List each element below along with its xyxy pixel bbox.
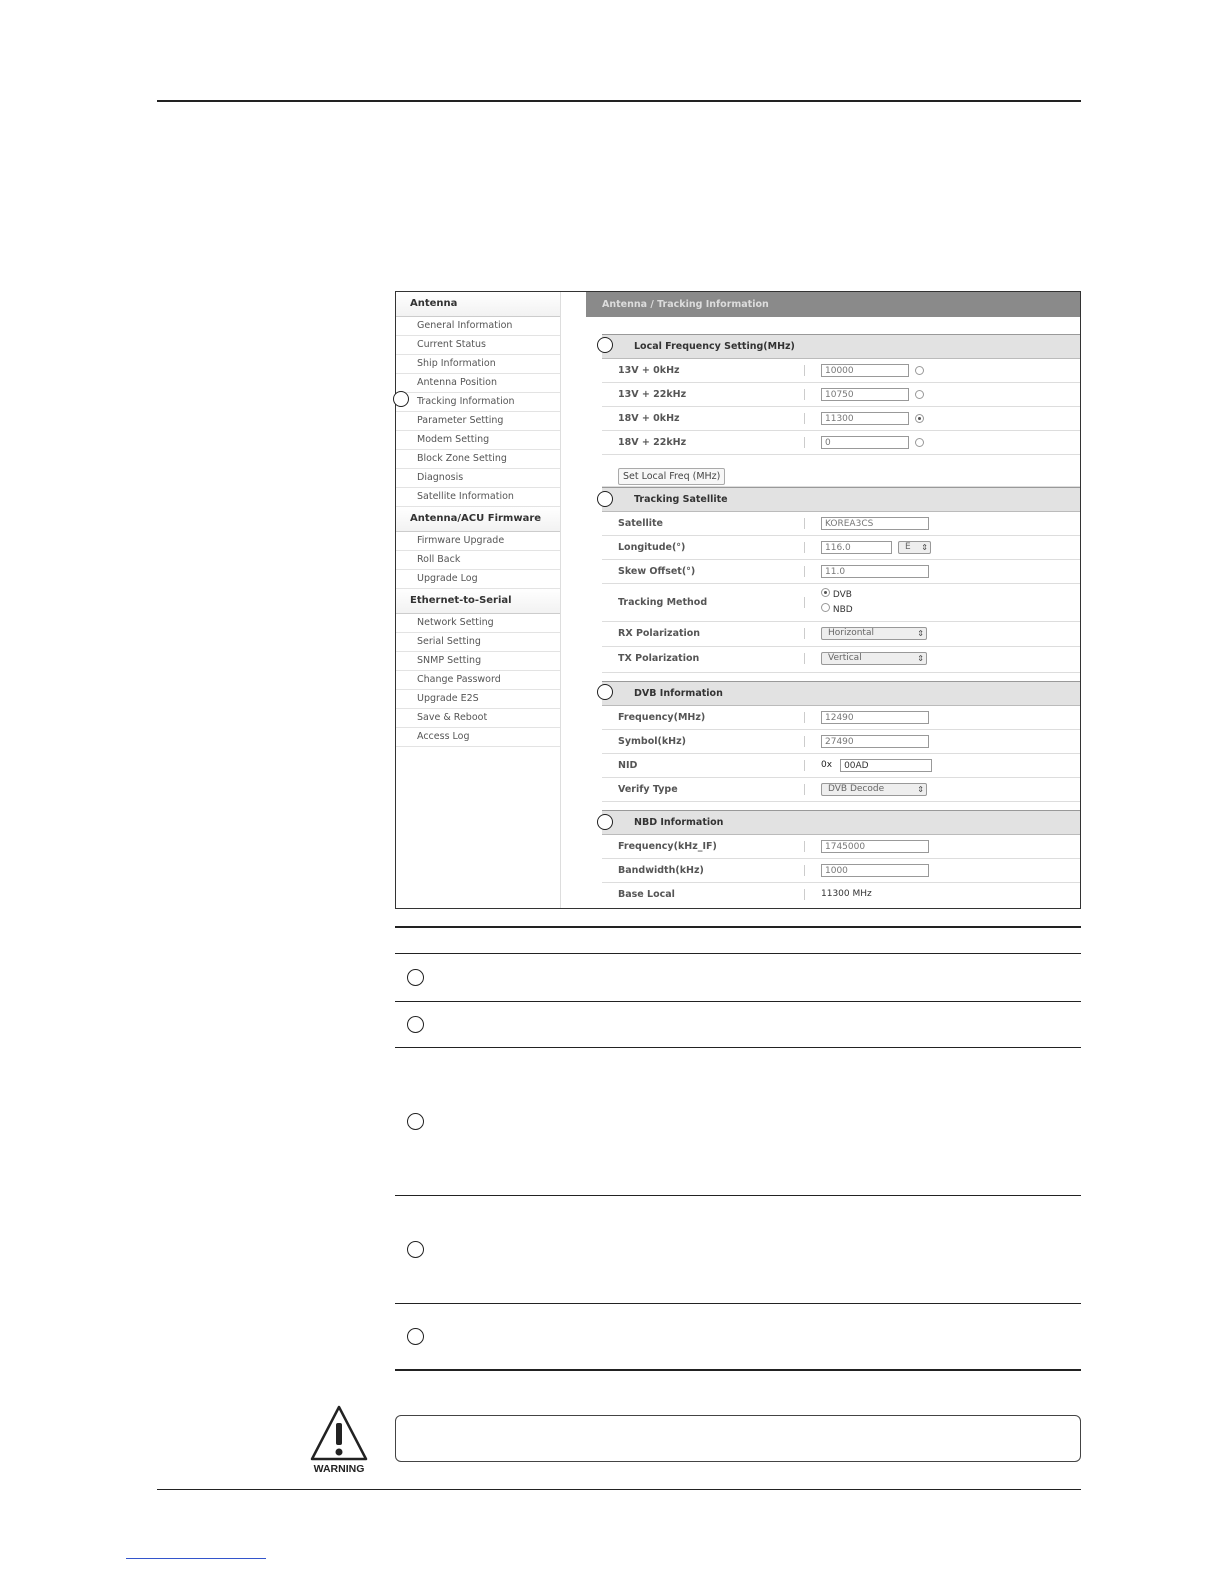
section-nbd-information: NBD Information: [602, 810, 1080, 835]
freq-13v-22khz-input[interactable]: 10750: [821, 388, 909, 401]
section-local-frequency: Local Frequency Setting(MHz): [602, 334, 1080, 359]
callout-circle: [597, 814, 613, 830]
radio-label: DVB: [832, 590, 852, 600]
callout-circle: [407, 969, 424, 986]
section-tracking-satellite: Tracking Satellite: [602, 487, 1080, 512]
table-row: [602, 622, 1080, 647]
table-rule: [395, 1047, 1081, 1048]
callout-circle: [407, 1016, 424, 1033]
callout-circle: [407, 1113, 424, 1130]
sidebar-item-change-password[interactable]: Change Password: [396, 671, 560, 690]
row-label: Frequency(MHz): [618, 712, 706, 723]
callout-circle: [407, 1241, 424, 1258]
row-label: Longitude(°): [618, 542, 686, 553]
chevron-updown-icon: ⇕: [917, 654, 924, 663]
callout-circle: [393, 391, 409, 407]
freq-13v-0khz-input[interactable]: 10000: [821, 364, 909, 377]
table-row: [602, 778, 1080, 802]
warning-label: WARNING: [313, 1463, 365, 1475]
warning-icon: [309, 1404, 369, 1464]
row-label: Tracking Method: [618, 597, 708, 608]
table-row: [602, 730, 1080, 754]
freq-18v-22khz-radio[interactable]: [915, 438, 924, 447]
row-label: Symbol(kHz): [618, 736, 686, 747]
row-label: 13V + 22kHz: [618, 389, 687, 400]
main-panel: [586, 292, 1080, 908]
table-row: [602, 407, 1080, 431]
table-row: [602, 859, 1080, 883]
longitude-input[interactable]: 116.0: [821, 541, 892, 554]
row-label: NID: [618, 760, 638, 771]
sidebar-item-save-reboot[interactable]: Save & Reboot: [396, 709, 560, 728]
table-rule: [395, 926, 1081, 928]
verify-type-select[interactable]: [821, 783, 927, 796]
satellite-input[interactable]: KOREA3CS: [821, 517, 929, 530]
table-row: [602, 536, 1080, 560]
footer-link-underline: [126, 1558, 266, 1559]
table-row: [602, 883, 1080, 906]
row-label: Base Local: [618, 889, 675, 900]
skew-offset-input[interactable]: 11.0: [821, 565, 929, 578]
chevron-updown-icon: ⇕: [917, 629, 924, 638]
table-row: [602, 835, 1080, 859]
freq-18v-0khz-radio[interactable]: [915, 414, 924, 423]
sidebar-item-satellite-information[interactable]: Satellite Information: [396, 488, 560, 507]
row-label: Bandwidth(kHz): [618, 865, 704, 876]
select-value: DVB Decode: [828, 784, 885, 794]
sidebar-item-access-log[interactable]: Access Log: [396, 728, 560, 747]
footer-rule: [157, 1489, 1081, 1490]
dvb-frequency-input[interactable]: 12490: [821, 711, 929, 724]
table-row: [602, 512, 1080, 536]
freq-13v-0khz-radio[interactable]: [915, 366, 924, 375]
sidebar-group-title: Antenna/ACU Firmware: [396, 507, 560, 532]
sidebar-group-title: Ethernet-to-Serial: [396, 589, 560, 614]
sidebar-item-ship-information[interactable]: Ship Information: [396, 355, 560, 374]
sidebar-item-block-zone-setting[interactable]: Block Zone Setting: [396, 450, 560, 469]
row-label: RX Polarization: [618, 628, 701, 639]
callout-circle: [597, 684, 613, 700]
sidebar-item-antenna-position[interactable]: Antenna Position: [396, 374, 560, 393]
table-row: [602, 647, 1080, 673]
sidebar-item-tracking-information[interactable]: Tracking Information: [396, 393, 560, 412]
table-rule: [395, 1369, 1081, 1371]
freq-18v-22khz-input[interactable]: 0: [821, 436, 909, 449]
chevron-updown-icon: ⇕: [917, 785, 924, 794]
rx-polarization-select[interactable]: [821, 627, 927, 640]
row-label: TX Polarization: [618, 653, 700, 664]
breadcrumb: Antenna / Tracking Information: [586, 292, 1080, 317]
longitude-direction-select[interactable]: [898, 541, 931, 554]
row-label: Frequency(kHz_IF): [618, 841, 717, 852]
callout-circle: [597, 491, 613, 507]
chevron-updown-icon: ⇕: [921, 543, 928, 552]
sidebar-item-serial-setting[interactable]: Serial Setting: [396, 633, 560, 652]
select-value: E: [905, 542, 911, 552]
tracking-method-nbd-radio[interactable]: [821, 603, 830, 612]
sidebar-item-modem-setting[interactable]: Modem Setting: [396, 431, 560, 450]
radio-label: NBD: [832, 605, 853, 615]
row-label: Verify Type: [618, 784, 678, 795]
sidebar-item-upgrade-e2s[interactable]: Upgrade E2S: [396, 690, 560, 709]
row-label: Skew Offset(°): [618, 566, 696, 577]
callout-circle: [597, 337, 613, 353]
table-rule: [395, 953, 1081, 954]
sidebar-item-roll-back[interactable]: Roll Back: [396, 551, 560, 570]
nid-input[interactable]: 00AD: [840, 759, 932, 772]
table-row: [602, 359, 1080, 383]
warning-box: [395, 1415, 1081, 1462]
callout-circle: [407, 1328, 424, 1345]
table-rule: [395, 1303, 1081, 1304]
tracking-method-dvb-radio[interactable]: [821, 588, 830, 597]
table-row: [602, 706, 1080, 730]
row-label: 13V + 0kHz: [618, 365, 680, 376]
table-rule: [395, 1001, 1081, 1002]
row-label: 18V + 22kHz: [618, 437, 687, 448]
sidebar-item-firmware-upgrade[interactable]: Firmware Upgrade: [396, 532, 560, 551]
sidebar-item-snmp-setting[interactable]: SNMP Setting: [396, 652, 560, 671]
dvb-symbol-input[interactable]: 27490: [821, 735, 929, 748]
table-row: [602, 560, 1080, 584]
nbd-frequency-input[interactable]: 1745000: [821, 840, 929, 853]
select-value: Horizontal: [828, 628, 874, 638]
row-label: Satellite: [618, 518, 663, 529]
section-dvb-information: DVB Information: [602, 681, 1080, 706]
row-label: 18V + 0kHz: [618, 413, 680, 424]
freq-18v-0khz-input[interactable]: 11300: [821, 412, 909, 425]
header-rule: [157, 100, 1081, 102]
select-value: Vertical: [828, 653, 862, 663]
freq-13v-22khz-radio[interactable]: [915, 390, 924, 399]
base-local-value: 11300 MHz: [821, 889, 872, 899]
table-row: [602, 584, 1080, 622]
set-local-freq-button[interactable]: Set Local Freq (MHz): [618, 468, 725, 485]
sidebar-group-title: Antenna: [396, 292, 560, 317]
table-row: [602, 431, 1080, 455]
button-row: [602, 455, 1080, 487]
table-rule: [395, 1195, 1081, 1196]
sidebar-item-general-information[interactable]: General Information: [396, 317, 560, 336]
tx-polarization-select[interactable]: [821, 652, 927, 665]
web-ui-screenshot: [395, 291, 1081, 909]
sidebar-item-network-setting[interactable]: Network Setting: [396, 614, 560, 633]
sidebar-item-diagnosis[interactable]: Diagnosis: [396, 469, 560, 488]
sidebar-item-current-status[interactable]: Current Status: [396, 336, 560, 355]
sidebar-item-parameter-setting[interactable]: Parameter Setting: [396, 412, 560, 431]
nbd-bandwidth-input[interactable]: 1000: [821, 864, 929, 877]
table-row: [602, 754, 1080, 778]
sidebar: [396, 292, 561, 908]
sidebar-item-upgrade-log[interactable]: Upgrade Log: [396, 570, 560, 589]
nid-prefix: 0x: [821, 760, 833, 770]
table-row: [602, 383, 1080, 407]
